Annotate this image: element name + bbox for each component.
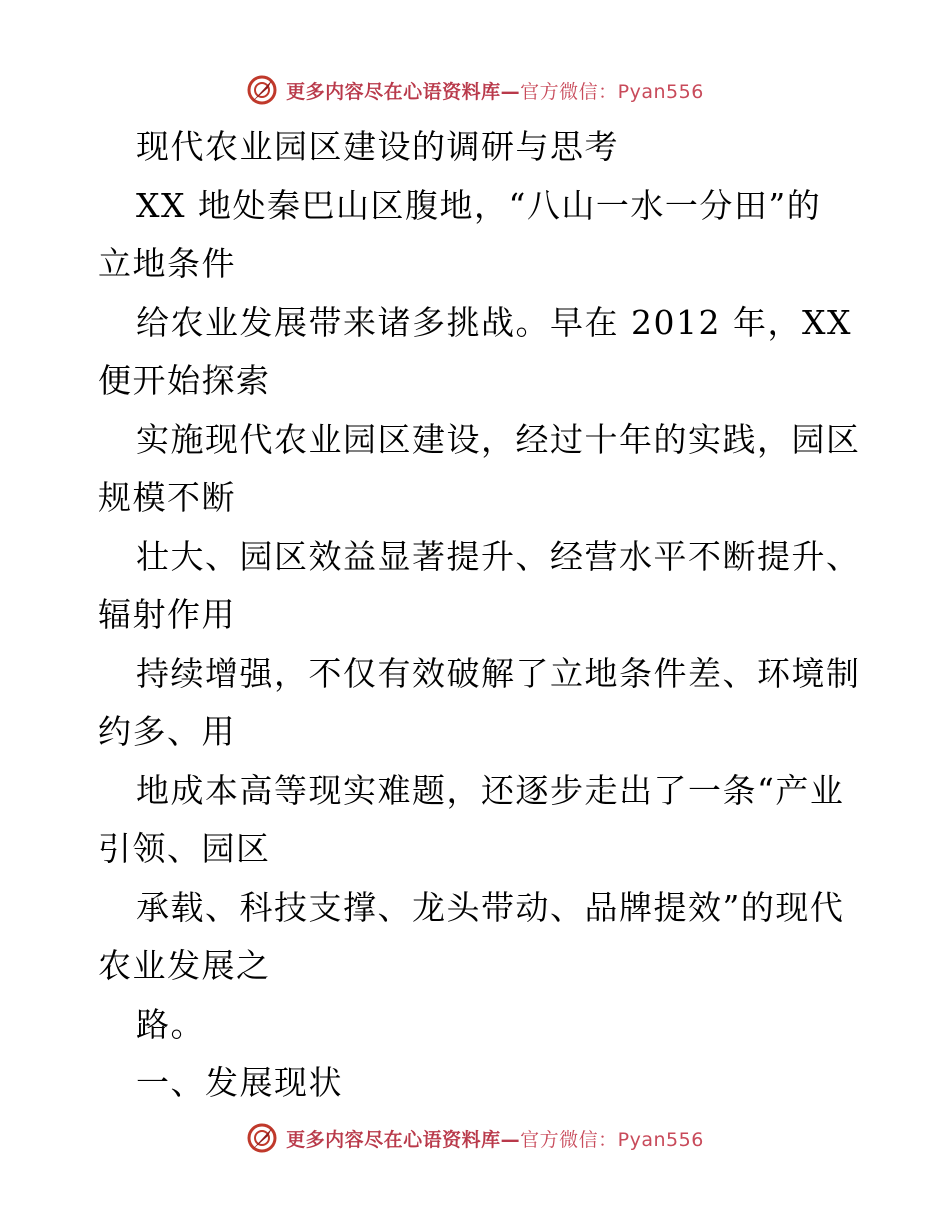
- quill-logo-icon: [246, 1122, 278, 1154]
- text-line: 辐射作用: [98, 595, 236, 634]
- text-line: 规模不断: [98, 478, 236, 517]
- text-line: 壮大、园区效益显著提升、经营水平不断提升、: [136, 536, 861, 576]
- text-line: 持续增强，不仅有效破解了立地条件差、环境制: [136, 653, 861, 693]
- text-line: 约多、用: [98, 712, 236, 751]
- watermark-main-text: 更多内容尽在心语资料库: [286, 80, 501, 103]
- document-body: [98, 118, 861, 1113]
- text-line: 实施现代农业园区建设，经过十年的实践，园区: [136, 419, 861, 459]
- text-line: 给农业发展带来诸多挑战。早在 2012 年，XX: [136, 302, 852, 342]
- watermark-main-text: 更多内容尽在心语资料库: [286, 1128, 501, 1151]
- watermark-wechat-text: 官方微信：Pyan556: [520, 80, 704, 103]
- text-line: 立地条件: [98, 244, 236, 283]
- text-line: 农业发展之: [98, 946, 271, 985]
- text-line: 承载、科技支撑、龙头带动、品牌提效”的现代: [136, 887, 845, 927]
- section-heading: 一、发展现状: [136, 1063, 343, 1102]
- text-line: 便开始探索: [98, 361, 271, 400]
- doc-title: 现代农业园区建设的调研与思考: [136, 127, 619, 166]
- quill-logo-icon: [246, 74, 278, 106]
- text-line: 地成本高等现实难题，还逐步走出了一条“产业: [136, 770, 845, 810]
- header-watermark: [0, 70, 950, 110]
- text-line: 路。: [136, 1004, 205, 1044]
- text-line: XX 地处秦巴山区腹地，“八山一水一分田”的: [136, 185, 822, 225]
- watermark-separator: —: [500, 80, 521, 103]
- footer-watermark: [0, 1118, 950, 1158]
- watermark-separator: —: [500, 1128, 521, 1151]
- watermark-wechat-text: 官方微信：Pyan556: [520, 1128, 704, 1151]
- text-line: 引领、园区: [98, 829, 271, 868]
